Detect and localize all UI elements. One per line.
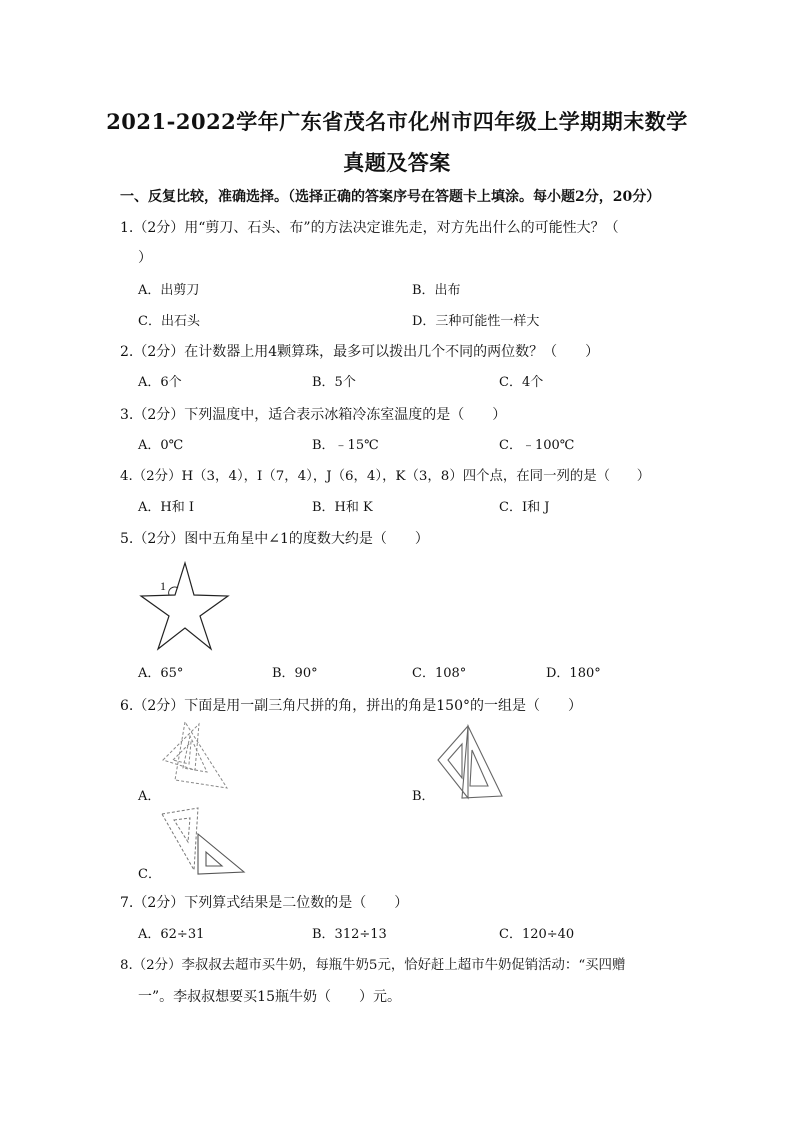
question-1-option-d: D．三种可能性一样大: [412, 314, 540, 329]
option-c-triangles-figure: [160, 806, 250, 878]
question-7-stem: 7.（2分）下列算式结果是二位数的是（ ）: [120, 895, 409, 911]
question-2-stem: 2.（2分）在计数器上用4颗算珠，最多可以拨出几个不同的两位数？（ ）: [120, 344, 600, 360]
triangle-ruler-c1-inner: [174, 818, 190, 842]
question-2-option-b: B．5个: [312, 375, 356, 390]
question-2-option-c: C．4个: [499, 375, 544, 390]
question-6-option-a: A．: [138, 789, 161, 804]
document-title-line2: 真题及答案: [343, 150, 451, 175]
question-4-option-b: B．H和 K: [312, 500, 373, 515]
question-1-option-b: B．出布: [412, 283, 461, 298]
five-pointed-star-figure: [138, 560, 233, 652]
document-title-line1: 2021-2022学年广东省茂名市化州市四年级上学期期末数学: [106, 109, 688, 134]
triangle-ruler-c2: [198, 834, 244, 874]
question-5-option-d: D．180°: [546, 666, 601, 681]
question-7-option-c: C．120÷40: [499, 927, 575, 942]
triangle-ruler-b1: [438, 726, 468, 798]
triangle-ruler-a2-inner: [173, 742, 191, 764]
question-6-stem: 6.（2分）下面是用一副三角尺拼的角，拼出的角是150°的一组是（ ）: [120, 698, 582, 714]
question-5-option-b: B．90°: [272, 666, 318, 681]
question-7-option-b: B．312÷13: [312, 927, 387, 942]
question-4-stem: 4.（2分）H（3，4），I（7，4），J（6，4），K（3，8）四个点，在同一列的是（ ）: [120, 469, 651, 484]
option-a-triangles-figure: [155, 718, 240, 798]
question-4-option-a: A．H和 I: [138, 500, 194, 515]
triangle-ruler-a1: [175, 722, 227, 788]
question-2-option-a: A．6个: [138, 375, 182, 390]
question-6-option-b: B．: [412, 789, 435, 804]
triangle-ruler-b1-inner: [448, 744, 462, 778]
question-8-stem: 8.（2分）李叔叔去超市买牛奶，每瓶牛奶5元，恰好赶上超市牛奶促销活动：“买四赠: [120, 958, 626, 973]
question-6-option-c: C．: [138, 867, 161, 882]
question-5-option-c: C．108°: [412, 666, 467, 681]
question-8-stem-cont: 一”。李叔叔想要买15瓶牛奶（ ）元。: [138, 989, 401, 1005]
question-5-option-a: A．65°: [138, 666, 184, 681]
question-3-stem: 3.（2分）下列温度中，适合表示冰箱冷冻室温度的是（ ）: [120, 407, 507, 423]
question-3-option-a: A．0℃: [138, 438, 184, 453]
angle-1-label: 1: [160, 579, 166, 593]
star-outline: [141, 563, 228, 649]
question-3-option-b: B．﹣15℃: [312, 438, 379, 453]
question-4-option-c: C．I和 J: [499, 500, 550, 515]
question-5-stem: 5.（2分）图中五角星中∠1的度数大约是（ ）: [120, 531, 429, 547]
triangle-ruler-c1: [162, 808, 198, 870]
triangle-ruler-a1-inner: [183, 736, 207, 772]
question-1-option-c: C．出石头: [138, 314, 200, 329]
question-1-stem: 1.（2分）用“剪刀、石头、布”的方法决定谁先走，对方先出什么的可能性大？（: [120, 220, 619, 236]
question-1-stem-cont: ）: [138, 250, 152, 266]
question-1-option-a: A．出剪刀: [138, 283, 200, 298]
section-heading: 一、反复比较，准确选择。（选择正确的答案序号在答题卡上填涂。每小题2分，20分）: [120, 189, 661, 205]
option-b-triangles-figure: [432, 720, 512, 800]
triangle-ruler-c2-inner: [206, 852, 222, 866]
question-7-option-a: A．62÷31: [138, 927, 205, 942]
question-3-option-c: C．﹣100℃: [499, 438, 575, 453]
triangle-ruler-b2-inner: [470, 750, 488, 786]
